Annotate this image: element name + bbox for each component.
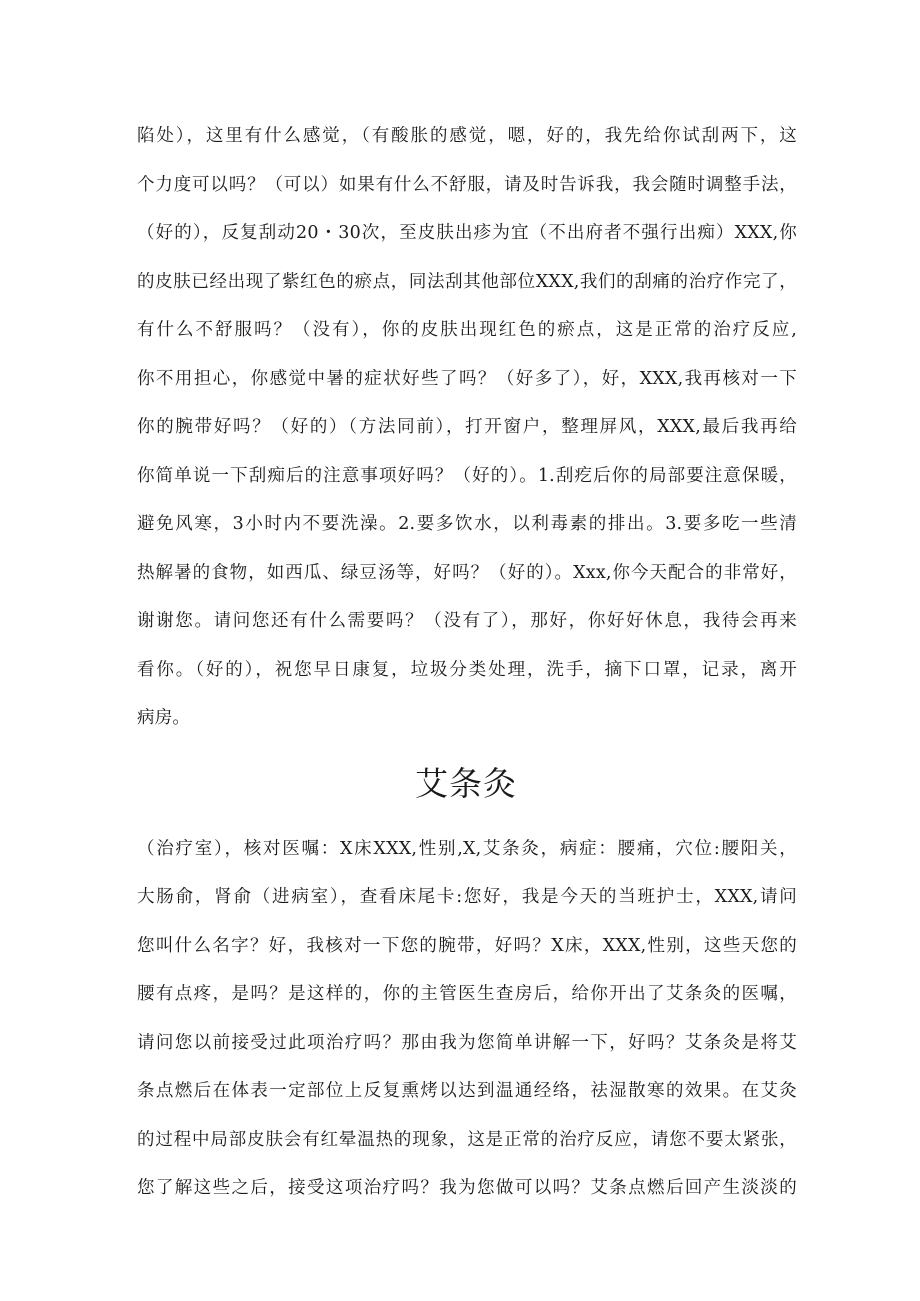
text-line: 您了解这些之后，接受这项治疗吗？我为您做可以吗？艾条点燃后回产生淡淡的 [137,1178,797,1198]
text-line: 陷处），这里有什么感觉，（有酸胀的感觉，嗯，好的，我先给你试刮两下，这 [137,126,797,146]
text-line: 谢谢您。请问您还有什么需要吗？（没有了），那好，你好好休息，我待会再来 [137,611,797,631]
section-gua-sha-continued [137,112,797,743]
text-line: 看你。（好的），祝您早日康复，垃圾分类处理，洗手，摘下口罩，记录，离开 [137,659,797,680]
text-line: 您叫什么名字？好，我核对一下您的腕带，好吗？X床，XXX,性别，这些天您的 [137,935,797,956]
text-line: 你简单说一下刮痴后的注意事项好吗？（好的）。1.刮疙后你的局部要注意保暖， [137,465,797,486]
text-line: 避免风寒，3小时内不要洗澡。2.要多饮水，以利毒素的排出。3.要多吃一些清 [137,514,797,534]
text-line: 的皮肤已经出现了紫红色的瘀点，同法刮其他部位XXX,我们的刮痛的治疗作完了， [137,271,797,292]
text-line: 你的腕带好吗？（好的）（方法同前），打开窗户，整理屏风，XXX,最后我再给 [137,417,797,437]
text-line: （治疗室），核对医嘱：X床XXX,性别,X,艾条灸，病症：腰痛，穴位:腰阳关， [137,838,797,859]
text-line: 个力度可以吗？（可以）如果有什么不舒服，请及时告诉我，我会随时调整手法， [137,174,797,195]
section-moxibustion [137,825,797,1213]
text-line: 病房。 [137,708,191,728]
text-line: 请问您以前接受过此项治疗吗？那由我为您简单讲解一下，好吗？艾条灸是将艾 [137,1032,797,1053]
document-page [137,112,797,1213]
text-line: 你不用担心，你感觉中暑的症状好些了吗？（好多了），好，XXX,我再核对一下 [137,368,797,389]
text-line: 大肠俞，肾俞（进病室），查看床尾卡:您好，我是今天的当班护士，XXX,请问 [137,887,797,907]
text-line: （好的），反复刮动20・30次，至皮肤出疹为宜（不出府者不强行出痴）XXX,你 [137,223,797,243]
text-line: 有什么不舒服吗？（没有），你的皮肤出现红色的瘀点，这是正常的治疗反应, [137,320,797,340]
text-line: 热解暑的食物，如西瓜、绿豆汤等，好吗？（好的）。Xxx,你今天配合的非常好， [137,562,797,583]
text-line: 的过程中局部皮肤会有红晕温热的现象，这是正常的治疗反应，请您不要太紧张， [137,1129,797,1150]
section-heading: 艾条灸 [415,763,517,803]
text-line: 腰有点疼，是吗？是这样的，你的主管医生查房后，给你开出了艾条灸的医嘱， [137,984,797,1004]
text-line: 条点燃后在体表一定部位上反复熏烤以达到温通经络，祛湿散寒的效果。在艾灸 [137,1081,797,1101]
